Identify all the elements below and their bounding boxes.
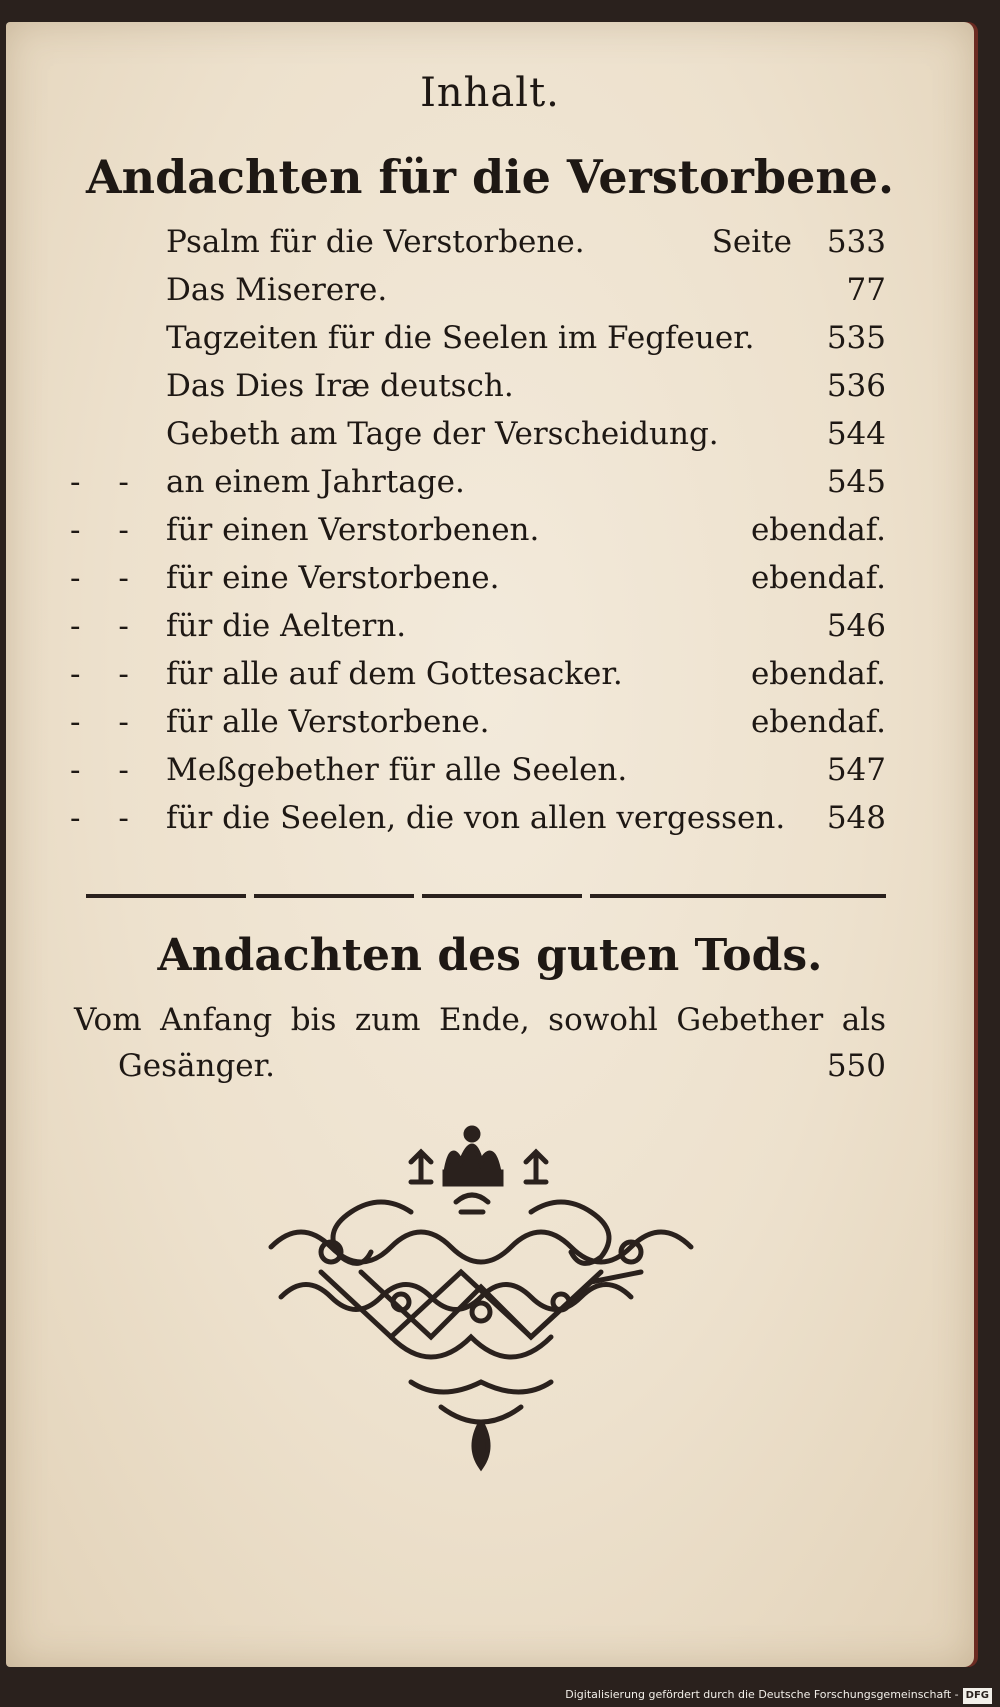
entry-text: Das Dies Iræ deutsch. [166, 368, 514, 404]
toc-entry-good-death [74, 997, 886, 1089]
entry-text: Psalm für die Verstorbene. [166, 224, 585, 260]
entry-text: Das Miserere. [166, 272, 388, 308]
toc-entry [66, 650, 886, 698]
toc-entry [66, 362, 886, 410]
entry-text: für eine Verstorbene. [166, 560, 500, 596]
toc-list-deceased [66, 218, 886, 842]
book-page [6, 22, 974, 1667]
entry-text: für die Aeltern. [166, 608, 407, 644]
toc-entry [66, 314, 886, 362]
entry-page-number: ebendaf. [750, 656, 886, 692]
section-title-good-death: Andachten des guten Tods. [157, 930, 823, 981]
toc-entry [66, 266, 886, 314]
entry-dash: - - [70, 752, 143, 788]
entry-page-number: 550 [826, 1048, 886, 1084]
entry-page-number: 548 [826, 800, 886, 836]
entry-text: für einen Verstorbenen. [166, 512, 540, 548]
entry-page-number: 535 [826, 320, 886, 356]
entry-dash: - - [70, 560, 143, 596]
toc-entry [66, 218, 886, 266]
entry-page-number: ebendaf. [750, 512, 886, 548]
entry-dash: - - [70, 656, 143, 692]
toc-entry [66, 698, 886, 746]
digitization-footer [0, 1683, 1000, 1707]
entry-page-number: 77 [846, 272, 886, 308]
section-divider-rule [86, 894, 886, 898]
page-header: Inhalt. [420, 70, 560, 116]
entry-word: sowohl [548, 1002, 658, 1038]
entry-word: bis [290, 1002, 337, 1038]
entry-text: Tagzeiten für die Seelen im Fegfeuer. [166, 320, 755, 356]
entry-page-number: ebendaf. [750, 704, 886, 740]
dfg-logo: DFG [963, 1688, 992, 1704]
toc-entry [66, 458, 886, 506]
entry-text: für alle Verstorbene. [166, 704, 490, 740]
crown-ornament-vignette [261, 1122, 701, 1482]
entry-page-number: 533 [826, 224, 886, 260]
entry-word: zum [354, 1002, 421, 1038]
section-title-deceased: Andachten für die Verstorbene. [85, 150, 895, 204]
entry-word: Vom [74, 1002, 142, 1038]
entry-page-number: ebendaf. [750, 560, 886, 596]
toc-entry [66, 794, 886, 842]
entry-text: an einem Jahrtage. [166, 464, 465, 500]
entry-page-number: 547 [826, 752, 886, 788]
entry-word: als [841, 1002, 886, 1038]
toc-entry [66, 602, 886, 650]
entry-dash: - - [70, 608, 143, 644]
toc-entry [66, 746, 886, 794]
toc-entry [66, 506, 886, 554]
entry-text: Gebeth am Tage der Verscheidung. [166, 416, 719, 452]
entry-line-1 [74, 997, 886, 1043]
entry-text: für alle auf dem Gottesacker. [166, 656, 623, 692]
entry-page-prefix: Seite [711, 224, 792, 260]
entry-dash: - - [70, 512, 143, 548]
crown-icon [445, 1128, 501, 1184]
entry-page-number: 544 [826, 416, 886, 452]
toc-entry [66, 554, 886, 602]
entry-dash: - - [70, 464, 143, 500]
entry-page-number: 545 [826, 464, 886, 500]
entry-page-number: 536 [826, 368, 886, 404]
entry-word: Ende, [439, 1002, 530, 1038]
entry-page-number: 546 [826, 608, 886, 644]
entry-text: für die Seelen, die von allen vergessen. [166, 800, 786, 836]
toc-entry [66, 410, 886, 458]
entry-word: Anfang [160, 1002, 273, 1038]
entry-dash: - - [70, 704, 143, 740]
entry-word: Gebether [676, 1002, 824, 1038]
footer-text: Digitalisierung gefördert durch die Deutsche Forschungsgemeinschaft - [565, 1688, 959, 1701]
entry-dash: - - [70, 800, 143, 836]
entry-text: Meßgebether für alle Seelen. [166, 752, 628, 788]
entry-text: Gesänger. [118, 1048, 275, 1084]
entry-line-2 [74, 1043, 886, 1089]
